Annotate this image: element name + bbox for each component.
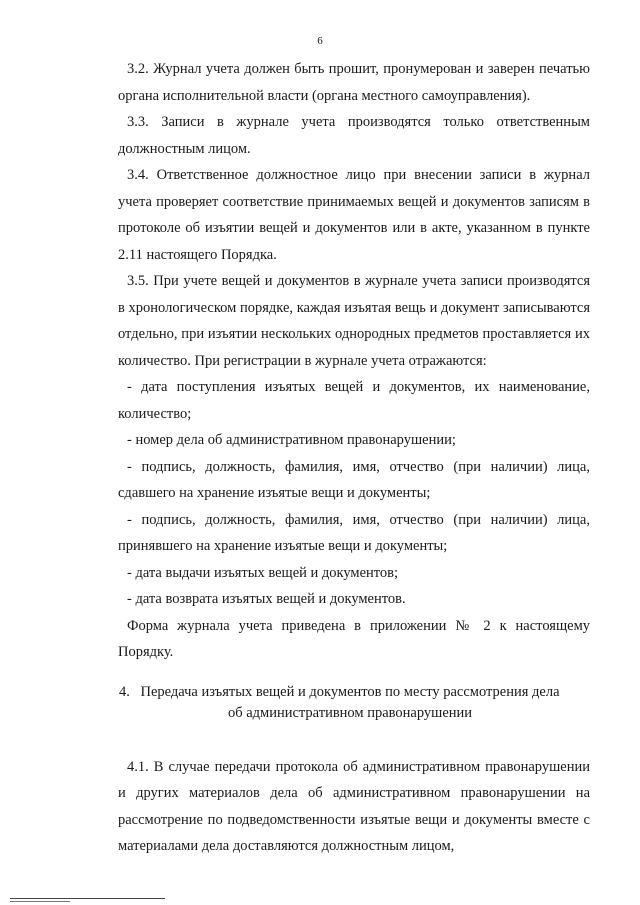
paragraph-3-4: 3.4. Ответственное должностное лицо при внесении записи в журнал учета проверяет соответствие принимаемых вещей и документов записям в протоколе об изъятии вещей и документов или в акте, указанном в пункте 2.11 настоящего Порядка. [118, 167, 590, 263]
list-item-issue-date: - дата выдачи изъятых вещей и документов; [127, 564, 399, 581]
list-item-receiver: - подпись, должность, фамилия, имя, отчество (при наличии) лица, принявшего на хранение изъятые вещи и документы; [118, 511, 590, 554]
list-item-depositor: - подпись, должность, фамилия, имя, отчество (при наличии) лица, сдавшего на хранение изъятые вещи и документы; [118, 458, 590, 501]
list-item-return-date: - дата возврата изъятых вещей и документов. [127, 591, 406, 607]
footer-divider-short [10, 901, 70, 902]
footer-divider [10, 898, 165, 899]
section-heading [118, 682, 590, 724]
section-title: Передача изъятых вещей и документов по месту рассмотрения дела об административном правонарушении [140, 683, 560, 721]
paragraph-4-1: 4.1. В случае передачи протокола об административном правонарушении и других материалов дела об административном правонарушении на рассмотрение по подведомственности изъятые вещи и документы вместе с материалами дела доставляются должностным лицом, [118, 758, 590, 854]
paragraph-3-3: 3.3. Записи в журнале учета производятся только ответственным должностным лицом. [118, 114, 590, 157]
section-spacer [118, 724, 590, 754]
section-number: 4. [119, 683, 130, 700]
list-item-case-number: - номер дела об административном правонарушении; [127, 432, 456, 448]
paragraph-3-5: 3.5. При учете вещей и документов в журнале учета записи производятся в хронологическом порядке, каждая изъятая вещь и документ записываются отдельно, при изъятии нескольких однородных предметов проставляется их количество. При регистрации в журнале учета отражаются: [118, 273, 590, 369]
paragraph-3-2: 3.2. Журнал учета должен быть прошит, пронумерован и заверен печатью органа исполнительной власти (органа местного самоуправления). [118, 61, 590, 104]
list-item-receipt-date: - дата поступления изъятых вещей и документов, их наименование, количество; [118, 379, 590, 422]
page-number: 6 [317, 35, 323, 47]
paragraph-form-reference: Форма журнала учета приведена в приложении № 2 к настоящему Порядку. [118, 617, 590, 660]
document-body [118, 56, 590, 860]
